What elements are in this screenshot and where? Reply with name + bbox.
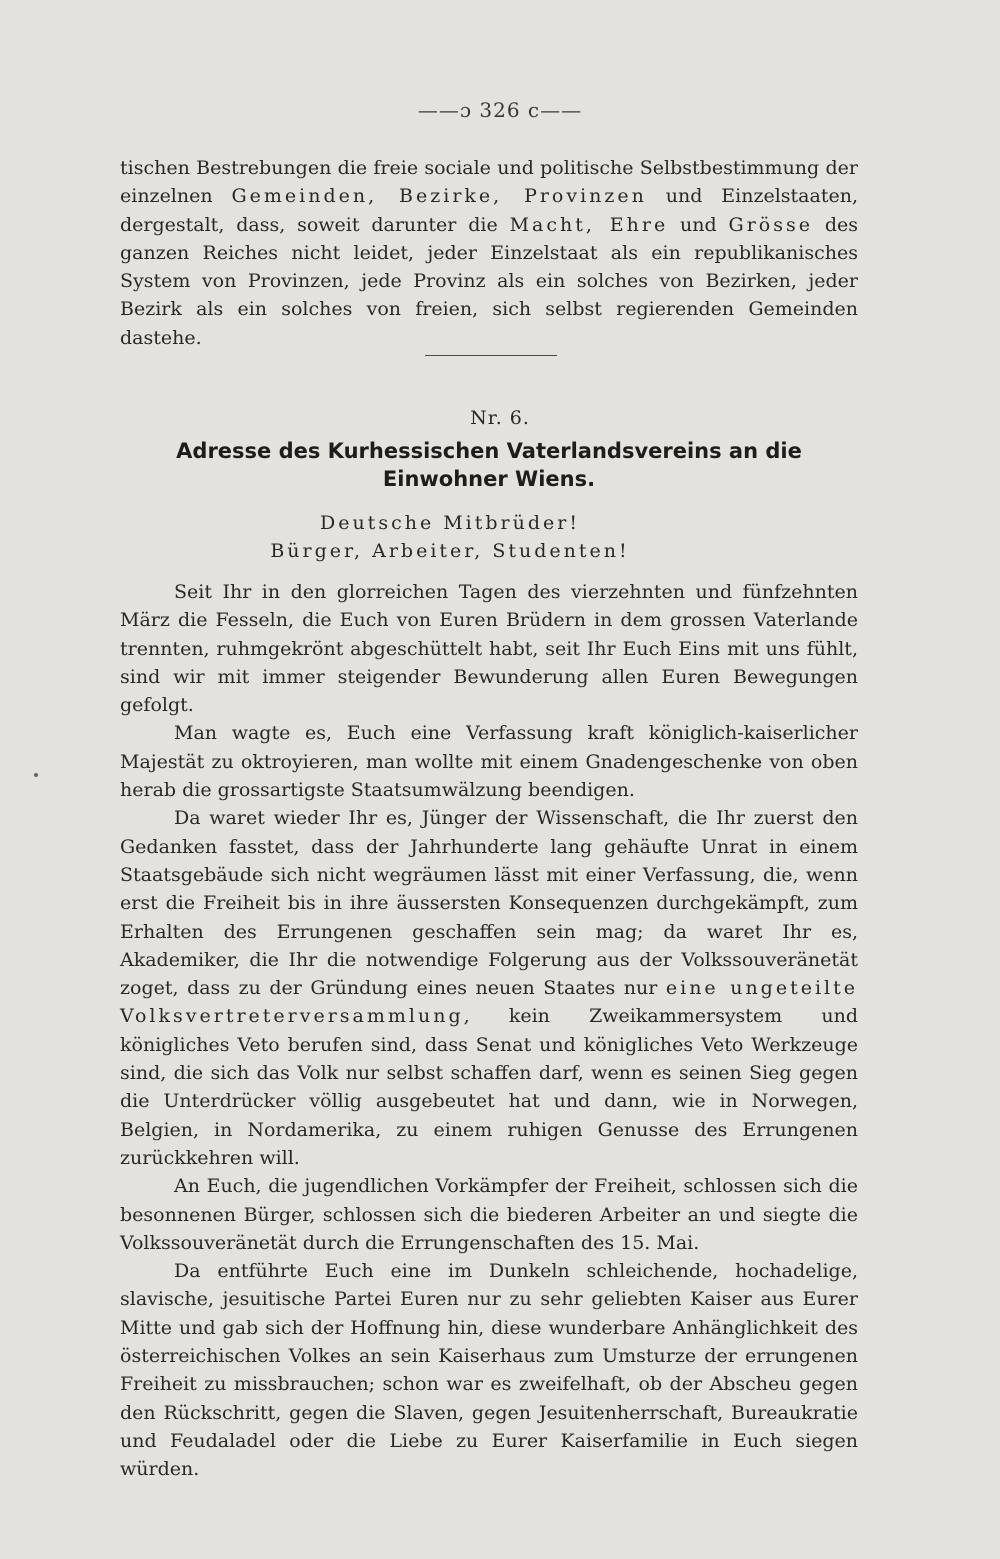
section-title: Adresse des Kurhessischen Vaterlandsvereins an die Einwohner Wiens. [176,439,802,491]
body-paragraph-4: An Euch, die jugendlichen Vorkämpfer der Freiheit, schlossen sich die besonnenen Bürger, schlossen sich die biederen Arbeiter an und siegte die Volkssouveränetät durch die Errungenschaften des 15. Mai. [120,1175,858,1254]
intro-text [120,154,858,352]
spaced-emphasis: eine ungeteilte Volksvertreterversammlung [120,977,859,1028]
spaced-emphasis: Grösse [728,213,813,236]
spaced-emphasis: Macht, Ehre [509,213,669,236]
section-divider [425,355,557,356]
letter-body [120,578,858,1484]
spaced-emphasis: Gemeinden, Bezirke, Provinzen [231,185,647,208]
intro-paragraph: tischen Bestrebungen die freie sociale und politische Selbstbestimmung der einzelnen Gemeinden, Bezirke, Provinzen und Einzelstaaten, dergestalt, dass, soweit darunter die Macht, Ehre und Grösse des ganzen Reiches nicht leidet, jeder Einzelstaat als ein republikanisches System von Provinzen, jede Provinz als ein solches von Bezirken, jeder Bezirk als ein solches von freien, sich selbst regierenden Gemeinden dastehe. [120,157,858,349]
body-paragraph-3: Da waret wieder Ihr es, Jünger der Wissenschaft, die Ihr zuerst den Gedanken fasstet, dass der Jahrhunderte lang gehäufte Unrat in einem Staatsgebäude sich nicht wegräumen lässt mit einer Verfassung, die, wenn erst die Freiheit bis in ihre äussersten Konsequenzen durchgekämpft, zum Erhalten des Errungenen geschaffen sein mag; da waret Ihr es, Akademiker, die Ihr die notwendige Folgerung aus der Volkssouveränetät zoget, dass zu der Gründung eines neuen Staates nur eine ungeteilte Volksvertreterversammlung, kein Zweikammersystem und königliches Veto berufen sind, dass Senat und königliches Veto Werkzeuge sind, die sich das Volk nur selbst schaffen darf, wenn es seinen Sieg gegen die Unterdrücker völlig ausgebeutet hat und dann, wie in Norwegen, Belgien, in Nordamerika, zu einem ruhigen Genusse des Errungenen zurückkehren will. [120,807,859,1169]
section-number: Nr. 6. [470,407,530,429]
salutation-line-1: Deutsche Mitbrüder! [319,512,581,534]
salutation-line-2: Bürger, Arbeiter, Studenten! [270,540,630,562]
print-speck [34,773,38,777]
body-paragraph-1: Seit Ihr in den glorreichen Tagen des vierzehnten und fünfzehnten März die Fesseln, die Euch von Euren Brüdern in dem grossen Vaterlande trennten, ruhmgekrönt abgeschüttelt habt, seit Ihr Euch Eins mit uns fühlt, sind wir mit immer steigender Bewunderung allen Euren Bewegungen gefolgt. [120,581,858,717]
page-number: ——ɔ 326 c—— [417,98,583,122]
body-paragraph-5: Da entführte Euch eine im Dunkeln schleichende, hochadelige, slavische, jesuitische Partei Euren nur zu sehr geliebten Kaiser aus Eurer Mitte und gab sich der Hoffnung hin, diese wunderbare Anhänglichkeit des österreichischen Volkes an sein Kaiserhaus zum Umsturze der errungenen Freiheit zu missbrauchen; schon war es zweifelhaft, ob der Abscheu gegen den Rückschritt, gegen die Slaven, gegen Jesuitenherrschaft, Bureaukratie und Feudaladel oder die Liebe zu Eurer Kaiserfamilie in Euch siegen würden. [120,1260,858,1481]
body-paragraph-2: Man wagte es, Euch eine Verfassung kraft königlich-kaiserlicher Majestät zu oktroyieren, man wollte mit einem Gnadengeschenke von oben herab die grossartigste Staatsumwälzung beendigen. [120,722,858,802]
